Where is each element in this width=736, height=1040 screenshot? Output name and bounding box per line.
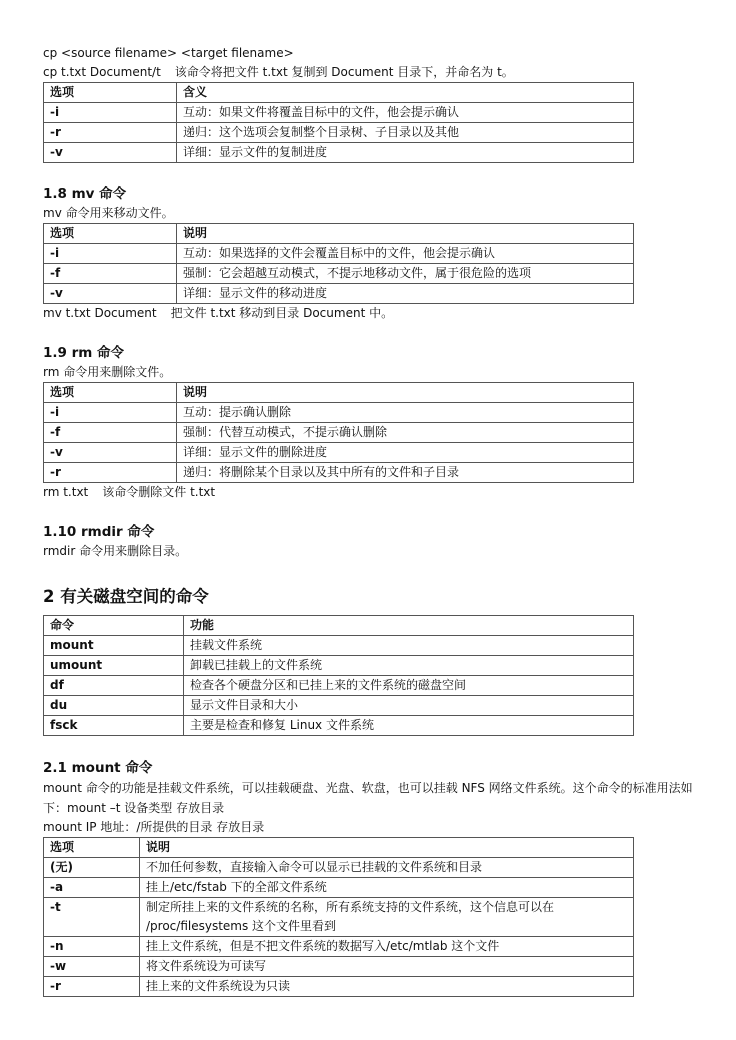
description-cell: 强制：代替互动模式，不提示确认删除 [177, 423, 634, 443]
cp-example [43, 63, 693, 82]
column-header: 选项 [44, 224, 177, 244]
rm-options-table [43, 382, 634, 483]
table-header-row [44, 616, 634, 636]
cp-example-description: 该命令将把文件 t.txt 复制到 Document 目录下，并命名为 t。 [174, 65, 514, 79]
table-header-row [44, 83, 634, 103]
command-cell: mount [44, 636, 184, 656]
table-row [44, 636, 634, 656]
column-header: 说明 [140, 838, 634, 858]
column-header: 选项 [44, 83, 177, 103]
table-row [44, 898, 634, 937]
table-row [44, 264, 634, 284]
description-cell: 递归：将删除某个目录以及其中所有的文件和子目录 [177, 463, 634, 483]
description-cell: 检查各个硬盘分区和已挂上来的文件系统的磁盘空间 [184, 676, 634, 696]
column-header: 命令 [44, 616, 184, 636]
mount-heading: 2.1 mount 命令 [43, 760, 153, 776]
description-cell: 卸载已挂载上的文件系统 [184, 656, 634, 676]
cp-example-command: cp t.txt Document/t [43, 65, 161, 79]
description-cell: 显示文件目录和大小 [184, 696, 634, 716]
table-row [44, 284, 634, 304]
column-header: 功能 [184, 616, 634, 636]
table-row [44, 143, 634, 163]
description-cell: 不加任何参数，直接输入命令可以显示已挂载的文件系统和目录 [140, 858, 634, 878]
option-cell: -f [44, 423, 177, 443]
description-cell: 将文件系统设为可读写 [140, 957, 634, 977]
rm-example-description: 该命令删除文件 t.txt [102, 485, 216, 499]
table-row [44, 244, 634, 264]
command-cell: du [44, 696, 184, 716]
description-cell: 互动：如果文件将覆盖目标中的文件，他会提示确认 [177, 103, 634, 123]
table-header-row [44, 838, 634, 858]
column-header: 选项 [44, 838, 140, 858]
table-row [44, 878, 634, 898]
table-row [44, 123, 634, 143]
command-cell: df [44, 676, 184, 696]
rm-intro: rm 命令用来删除文件。 [43, 365, 172, 379]
option-cell: -w [44, 957, 140, 977]
table-row [44, 656, 634, 676]
description-cell: 互动：提示确认删除 [177, 403, 634, 423]
mv-example [43, 304, 693, 323]
table-row [44, 858, 634, 878]
mv-intro: mv 命令用来移动文件。 [43, 206, 174, 220]
description-cell: 主要是检查和修复 Linux 文件系统 [184, 716, 634, 736]
option-cell: (无) [44, 858, 140, 878]
column-header: 说明 [177, 224, 634, 244]
description-cell: 互动：如果选择的文件会覆盖目标中的文件，他会提示确认 [177, 244, 634, 264]
mv-example-description: 把文件 t.txt 移动到目录 Document 中。 [170, 306, 394, 320]
table-row [44, 716, 634, 736]
option-cell: -i [44, 103, 177, 123]
option-cell: -i [44, 244, 177, 264]
option-cell: -f [44, 264, 177, 284]
cp-options-table [43, 82, 634, 163]
command-cell: umount [44, 656, 184, 676]
rmdir-intro: rmdir 命令用来删除目录。 [43, 544, 188, 558]
table-row [44, 443, 634, 463]
disk-heading: 2 有关磁盘空间的命令 [43, 587, 209, 606]
description-cell: 制定所挂上来的文件系统的名称，所有系统支持的文件系统，这个信息可以在 /proc/filesystems 这个文件里看到 [140, 898, 634, 937]
description-cell: 详细：显示文件的复制进度 [177, 143, 634, 163]
option-cell: -v [44, 284, 177, 304]
rm-example [43, 483, 693, 502]
option-cell: -r [44, 463, 177, 483]
option-cell: -n [44, 937, 140, 957]
table-row [44, 676, 634, 696]
column-header: 含义 [177, 83, 634, 103]
table-row [44, 977, 634, 997]
option-cell: -r [44, 123, 177, 143]
description-cell: 详细：显示文件的删除进度 [177, 443, 634, 463]
description-cell: 详细：显示文件的移动进度 [177, 284, 634, 304]
option-cell: -a [44, 878, 140, 898]
description-cell: 挂上文件系统，但是不把文件系统的数据写入/etc/mtlab 这个文件 [140, 937, 634, 957]
table-header-row [44, 224, 634, 244]
document-page [43, 44, 693, 997]
table-row [44, 103, 634, 123]
mount-options-table [43, 837, 634, 997]
table-row [44, 957, 634, 977]
command-cell: fsck [44, 716, 184, 736]
column-header: 选项 [44, 383, 177, 403]
description-cell: 挂上/etc/fstab 下的全部文件系统 [140, 878, 634, 898]
rm-example-command: rm t.txt [43, 485, 89, 499]
description-cell: 强制：它会超越互动模式，不提示地移动文件，属于很危险的选项 [177, 264, 634, 284]
option-cell: -r [44, 977, 140, 997]
option-cell: -i [44, 403, 177, 423]
option-cell: -v [44, 143, 177, 163]
option-cell: -t [44, 898, 140, 937]
table-row [44, 423, 634, 443]
mv-options-table [43, 223, 634, 304]
mv-example-command: mv t.txt Document [43, 306, 157, 320]
mount-intro: mount 命令的功能是挂载文件系统，可以挂载硬盘、光盘、软盘，也可以挂载 NFS 网络文件系统。这个命令的标准用法如下：mount –t 设备类型 存放目录 [43, 781, 693, 815]
table-row [44, 696, 634, 716]
table-header-row [44, 383, 634, 403]
disk-commands-table [43, 615, 634, 736]
table-row [44, 403, 634, 423]
cp-syntax: cp <source filename> <target filename> [43, 46, 294, 60]
rm-heading: 1.9 rm 命令 [43, 345, 125, 361]
mount-usage: mount IP 地址：/所提供的目录 存放目录 [43, 820, 265, 834]
description-cell: 挂载文件系统 [184, 636, 634, 656]
mv-heading: 1.8 mv 命令 [43, 186, 127, 202]
table-row [44, 463, 634, 483]
description-cell: 挂上来的文件系统设为只读 [140, 977, 634, 997]
rmdir-heading: 1.10 rmdir 命令 [43, 524, 155, 540]
option-cell: -v [44, 443, 177, 463]
description-cell: 递归：这个选项会复制整个目录树、子目录以及其他 [177, 123, 634, 143]
column-header: 说明 [177, 383, 634, 403]
table-row [44, 937, 634, 957]
